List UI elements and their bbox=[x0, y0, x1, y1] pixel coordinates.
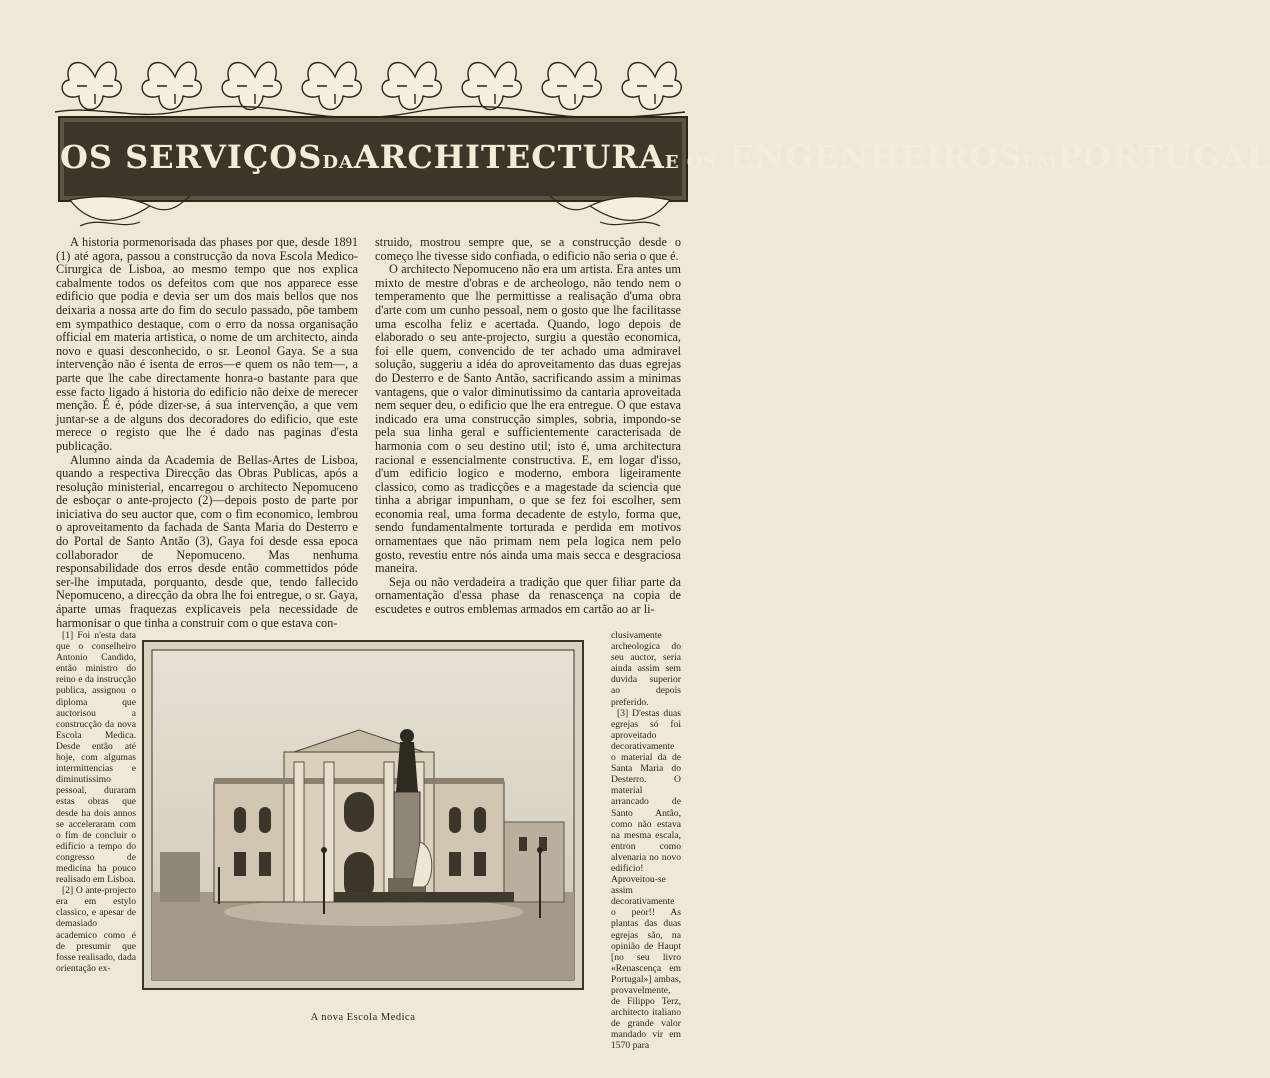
title-part: ENGENHEIROS bbox=[729, 138, 1023, 176]
footnote: [3] D'estas duas egrejas só foi aproveitado decorativamente o material da de Santa Maria do Desterro. O material arrancado de Santo Antão, como não estava na mesma escala, entron como alvenaria no novo edificio! Aproveitou-se assim decorativamente o peor!! As plantas das duas egrejas são, na opinião de Haupt [no seu livro «Renascença em Portugal»] ambas, provavelmente, de Filippo Terz, architecto italiano de grande valor mandado vir em 1570 para bbox=[611, 707, 681, 1052]
title-part: DA bbox=[322, 152, 354, 173]
building-photo bbox=[142, 640, 584, 990]
article-paragraph: A historia pormenorisada das phases por que, desde 1891 (1) até agora, passou a construcção da nova Escola Medico-Cirurgica de Lisboa, ao mesmo tempo que nos explica cabalmente todos os defeitos com que nos apparece esse edificio que podia e devia ser um dos mais bellos que nos deixaria a nossa arte do fim do seculo passado, põe tambem em sympathico destaque, com o erro da nossa organisação official em materia artistica, o nome de um architecto, ainda novo e quasi desconhecido, o sr. Leonol Gaya. Se a sua intervenção não é isenta de erros—e quem os não tem—, a parte que lhe cabe directamente honra-o bastante para que esse facto ligado á historia do edificio não deixe de merecer menção. É é, póde dizer-se, á sua intervenção, a que vem juntar-se a de alguns dos decoradores do edificio, que este merece o registo que lhe é dado nas paginas d'esta publicação. bbox=[56, 235, 358, 453]
footnote: clusivamente archeologica do seu auctor, seria ainda assim sem duvida superior ao depois preferido. bbox=[611, 630, 681, 708]
title-part: EM bbox=[1022, 152, 1059, 173]
leaf-ornament-icon bbox=[60, 186, 680, 232]
floral-ornament-icon bbox=[55, 50, 685, 120]
article-paragraph: Seja ou não verdadeira a tradição que quer filiar parte da ornamentação d'essa phase da renascença na copia de escudetes e outros emblemas armados em cartão ao ar li- bbox=[375, 574, 681, 617]
title-part: PORTUGAL bbox=[1058, 138, 1270, 176]
photo-caption: A nova Escola Medica bbox=[310, 1012, 416, 1023]
title-part: ARCHITECTURA bbox=[353, 138, 665, 176]
title-part: OS SERVIÇOS bbox=[60, 138, 323, 176]
footnotes-left bbox=[56, 630, 136, 1020]
footnote: [1] Foi n'esta data que o conselheiro Antonio Candido, então ministro do reino e da instrucção publica, assignou o diploma que auctorisou a construcção da nova Escola Medica. Desde então até hoje, com algumas intermittencias e diminutissimo pessoal, duraram estas obras que desde ha dois annos se acceleraram com o fim de concluir o edificio a tempo do congresso de medicina ha pouco realisado em Lisboa. bbox=[56, 630, 136, 886]
article-paragraph: O architecto Nepomuceno não era um artista. Era antes um mixto de mestre d'obras e de archeologo, não tendo nem o temperamento que lhe permittisse a realisação d'uma obra d'arte com um cunho pessoal, nem o gosto que lhe facilitasse uma escolha feliz e acertada. Quando, logo depois de elaborado o seu ante-projecto, surgiu a questão economica, foi elle quem, convencido de ter achado uma admiravel solução, suggeriu a idéa do aproveitamento das duas egrejas do Desterro e de Santo Antão, sacrificando assim a minimas vantagens, que o valor diminutissimo da cantaria aproveitada nem sequer deu, o edificio que lhe era entregue. O que estava indicado era uma construcção simples, sobria, impondo-se pela sua linha geral e sufficientemente caracterisada de harmonia com o seu destino util; isto é, uma architectura racional e essencialmente constructiva. E, em logar d'isso, d'um edificio logico e moderno, embora ligeiramente classico, como as tradicções e a magestade da sciencia que tinha a abrigar impunham, o que se fez foi escolher, sem economia real, uma forma decadente de estylo, forma que, sendo fundamentalmente torturada e perdida em motivos ornamentaes que não primam nem pela logica nem pelo gosto, revestiu entre nós ainda uma mais secca e desgraciosa maneira. bbox=[375, 262, 681, 576]
footnote: [2] O ante-projecto era em estylo classico, e apesar de demasiado academico como é de presumir que fosse realisado, dada orientação ex- bbox=[56, 885, 136, 974]
title-part: E OS bbox=[664, 152, 718, 173]
school-building-illustration bbox=[144, 642, 582, 988]
page-title bbox=[60, 138, 1270, 176]
article-column-left bbox=[56, 235, 358, 630]
footnotes-right bbox=[611, 630, 681, 1052]
article-paragraph: struido, mostrou sempre que, se a construcção desde o começo lhe tivesse sido confiada, o edificio não seria o que é. bbox=[375, 235, 681, 263]
article-paragraph: Alumno ainda da Academia de Bellas-Artes de Lisboa, quando a respectiva Direcção das Obras Publicas, após a resolução ministerial, encarregou o architecto Nepomuceno de esboçar o ante-projecto (2)—depois posto de parte por iniciativa do seu auctor que, com o fim economico, lembrou o aproveitamento da fachada de Santa Maria do Desterro e do Portal de Santo Antão (3), Gaya foi desde essa epoca collaborador de Nepomuceno. Mas nenhuma responsabilidade dos erros desde então commettidos póde ser-lhe imputada, porquanto, desde que, tendo fallecido Nepomuceno, a direcção da obra lhe foi entregue, o sr. Gaya, áparte umas fraquezas explicaveis pela necessidade de harmonisar o que tinha a construir com o que estava con- bbox=[56, 452, 358, 630]
article-column-right bbox=[375, 236, 681, 616]
